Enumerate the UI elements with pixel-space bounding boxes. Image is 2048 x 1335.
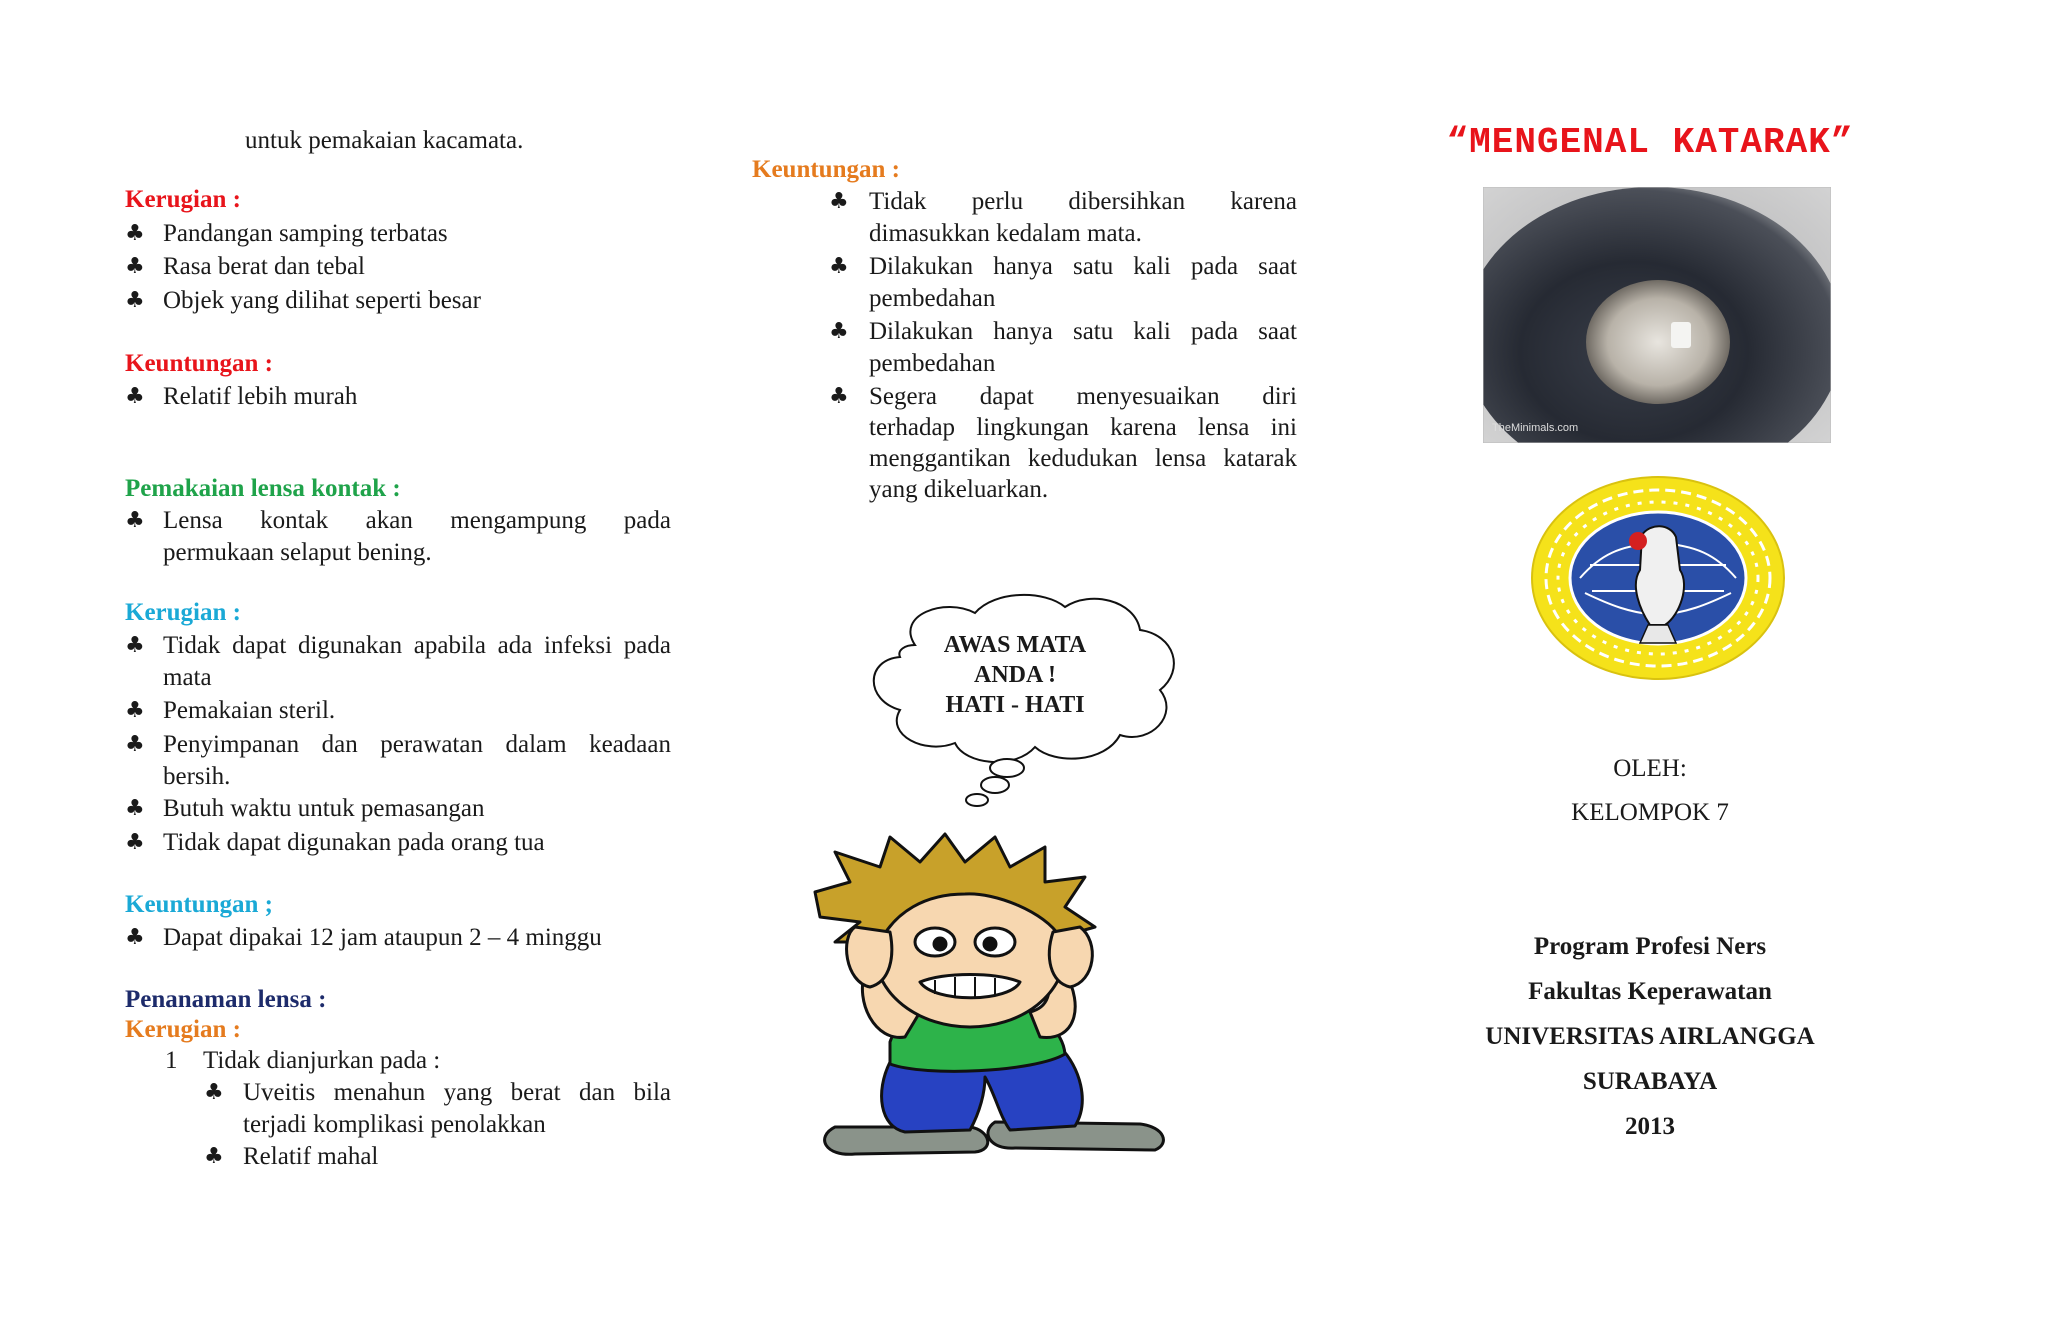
cataract-eye-photo — [1483, 187, 1831, 443]
bubble-text — [895, 630, 1135, 720]
kerugian2-item-line2: bersih. — [163, 763, 231, 790]
kerugian2-heading: Kerugian : — [125, 599, 241, 626]
kerugian2-item-line1: Pemakaian steril. — [163, 697, 336, 724]
kerugian1-item: Objek yang dilihat seperti besar — [163, 287, 481, 314]
kerugian2-item-line1: Butuh waktu untuk pemasangan — [163, 795, 485, 822]
keuntungan1-item: Relatif lebih murah — [163, 383, 358, 410]
club-icon: ♣ — [204, 1080, 224, 1105]
lensa-kontak-item-line2: permukaan selaput bening. — [163, 539, 432, 566]
sub-item2: Relatif mahal — [243, 1143, 379, 1170]
tahun-label: 2013 — [1625, 1113, 1675, 1140]
keuntungan1-heading: Keuntungan : — [125, 350, 273, 377]
col2-item-line: Dilakukan hanya satu kali pada saat — [869, 253, 1297, 280]
club-icon: ♣ — [125, 732, 145, 757]
kota-label: SURABAYA — [1582, 1068, 1718, 1095]
kerugian2-item-line1: Penyimpanan dan perawatan dalam keadaan — [163, 731, 671, 758]
worried-boy-cartoon — [795, 832, 1170, 1162]
col2-item-line: Tidak perlu dibersihkan karena — [869, 188, 1297, 215]
col2-item-line: Dilakukan hanya satu kali pada saat — [869, 318, 1297, 345]
col2-item-line: yang dikeluarkan. — [869, 476, 1049, 503]
club-icon: ♣ — [125, 508, 145, 533]
club-icon: ♣ — [829, 319, 849, 344]
penanaman-heading: Penanaman lensa : — [125, 986, 327, 1013]
kerugian1-item: Rasa berat dan tebal — [163, 253, 365, 280]
kerugian2-item-line1: Tidak dapat digunakan apabila ada infeksi pada — [163, 632, 671, 659]
bubble-line2: ANDA ! — [974, 662, 1056, 688]
university-seal-logo — [1530, 475, 1786, 681]
universitas-label: UNIVERSITAS AIRLANGGA — [1485, 1023, 1815, 1050]
intro-line: untuk pemakaian kacamata. — [245, 127, 524, 154]
club-icon: ♣ — [204, 1144, 224, 1169]
col2-item-line: pembedahan — [869, 350, 996, 377]
kerugian1-item: Pandangan samping terbatas — [163, 220, 448, 247]
club-icon: ♣ — [125, 633, 145, 658]
club-icon: ♣ — [125, 925, 145, 950]
club-icon: ♣ — [125, 830, 145, 855]
numbered-index: 1 — [165, 1047, 178, 1074]
keuntungan2-heading: Keuntungan ; — [125, 891, 273, 918]
fakultas-label: Fakultas Keperawatan — [1528, 978, 1772, 1005]
club-icon: ♣ — [829, 384, 849, 409]
club-icon: ♣ — [829, 189, 849, 214]
club-icon: ♣ — [829, 254, 849, 279]
club-icon: ♣ — [125, 288, 145, 313]
program-label: Program Profesi Ners — [1533, 933, 1767, 960]
club-icon: ♣ — [125, 796, 145, 821]
sub-item1-line1: Uveitis menahun yang berat dan bila — [243, 1079, 671, 1106]
sub-item1-line2: terjadi komplikasi penolakkan — [243, 1111, 546, 1138]
club-icon: ♣ — [125, 698, 145, 723]
kerugian2-item-line2: mata — [163, 664, 212, 691]
club-icon: ♣ — [125, 254, 145, 279]
col2-item-line: pembedahan — [869, 285, 996, 312]
col2-item-line: Segera dapat menyesuaikan diri — [869, 383, 1297, 410]
kerugian2-item-line1: Tidak dapat digunakan pada orang tua — [163, 829, 545, 856]
numbered-text: Tidak dianjurkan pada : — [203, 1047, 441, 1074]
bubble-line1: AWAS MATA — [943, 632, 1087, 658]
kelompok-label: KELOMPOK 7 — [1571, 799, 1729, 826]
col2-item-line: terhadap lingkungan karena lensa ini — [869, 414, 1297, 441]
kerugian3-heading: Kerugian : — [125, 1016, 241, 1043]
club-icon: ♣ — [125, 221, 145, 246]
col2-keuntungan-heading: Keuntungan : — [752, 156, 900, 183]
kerugian1-heading: Kerugian : — [125, 186, 241, 213]
oleh-label: OLEH: — [1613, 755, 1687, 782]
col2-item-line: menggantikan kedudukan lensa katarak — [869, 445, 1297, 472]
keuntungan2-item: Dapat dipakai 12 jam ataupun 2 – 4 minggu — [163, 924, 602, 951]
lensa-kontak-heading: Pemakaian lensa kontak : — [125, 475, 401, 502]
col2-item-line: dimasukkan kedalam mata. — [869, 220, 1142, 247]
photo-watermark: TheMinimals.com — [1492, 422, 1579, 434]
lensa-kontak-item-line1: Lensa kontak akan mengampung pada — [163, 507, 671, 534]
bubble-line3: HATI - HATI — [945, 692, 1085, 718]
leaflet-title: “MENGENAL KATARAK” — [1446, 122, 1854, 163]
club-icon: ♣ — [125, 384, 145, 409]
